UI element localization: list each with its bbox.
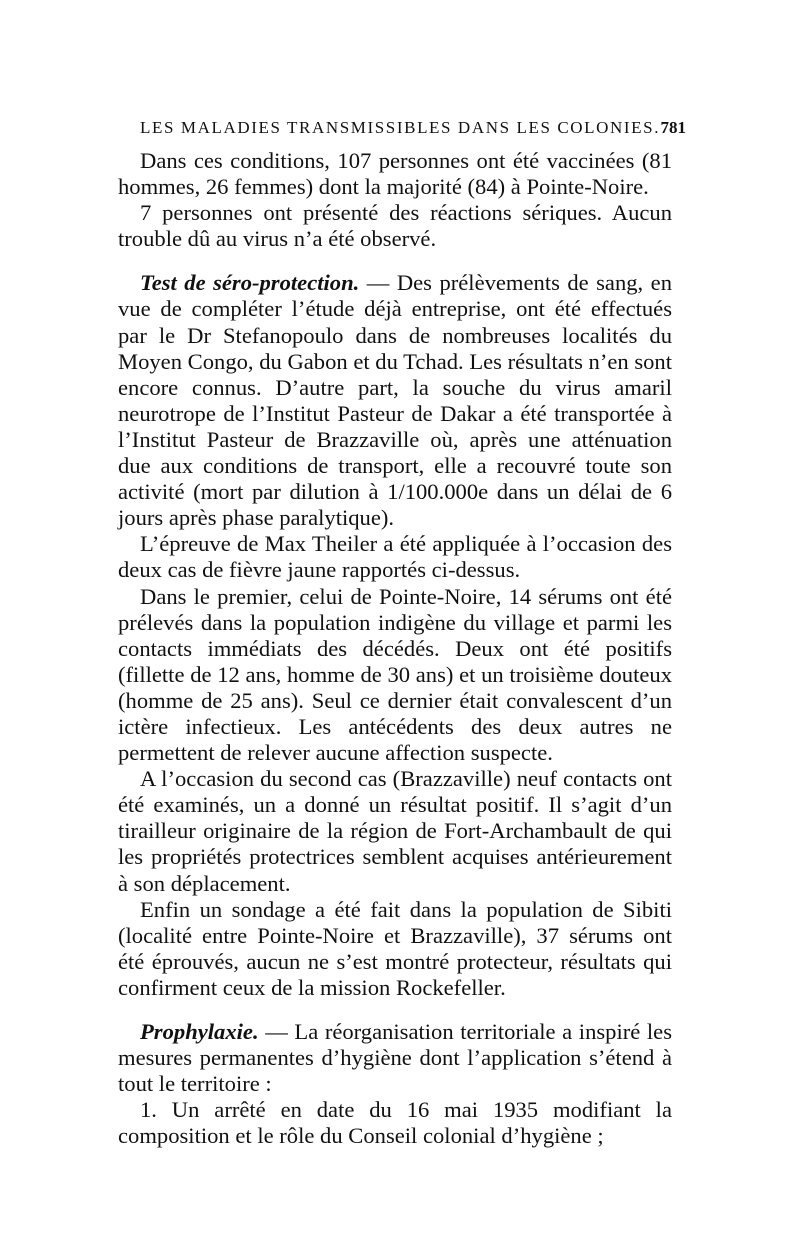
- paragraph-text: A l’occasion du second cas (Brazzaville) neuf contacts ont été examinés, un a donné un résultat positif. Il s’agit d’un tirailleur originaire de la région de Fort-Archambault de qui les propriétés protectrices semblent acquises antérieurement à son déplacement.: [118, 766, 672, 896]
- paragraph: [118, 531, 672, 583]
- body-text: [118, 148, 672, 1149]
- paragraph-text: 1. Un arrêté en date du 16 mai 1935 modifiant la composition et le rôle du Conseil colonial d’hygiène ;: [118, 1097, 672, 1149]
- paragraph: [118, 766, 672, 896]
- paragraph: [118, 1097, 672, 1149]
- paragraph-text: Enfin un sondage a été fait dans la population de Sibiti (localité entre Pointe-Noire et Brazzaville), 37 sérums ont été éprouvés, aucun ne s’est montré protecteur, résultats qui confirment ceux de la mission Rockefeller.: [118, 896, 672, 1000]
- running-header: [140, 118, 686, 138]
- paragraph: [118, 148, 672, 200]
- paragraph: [118, 584, 672, 767]
- paragraph-text: 7 personnes ont présenté des réactions sériques. Aucun trouble dû au virus n’a été observé.: [118, 200, 672, 252]
- paragraph-text: — La réorganisation territoriale a inspiré les mesures permanentes d’hygiène dont l’application s’étend à tout le territoire :: [118, 1019, 672, 1097]
- paragraph-text: L’épreuve de Max Theiler a été appliquée à l’occasion des deux cas de fièvre jaune rapportés ci-dessus.: [118, 531, 672, 583]
- paragraph: [118, 270, 672, 531]
- paragraph-text: Dans ces conditions, 107 personnes ont été vaccinées (81 hommes, 26 femmes) dont la majorité (84) à Pointe-Noire.: [118, 148, 672, 200]
- paragraph: [118, 1019, 672, 1097]
- paragraph-text: Dans le premier, celui de Pointe-Noire, 14 sérums ont été prélevés dans la population indigène du village et parmi les contacts immédiats des décédés. Deux ont été positifs (fillette de 12 ans, homme de 30 ans) et un troisième douteux (homme de 25 ans). Seul ce dernier était convalescent d’un ictère infectieux. Les antécédents des deux autres ne permettent de relever aucune affection suspecte.: [118, 583, 672, 766]
- paragraph: [118, 897, 672, 1001]
- paragraph-text: — Des prélèvements de sang, en vue de compléter l’étude déjà entreprise, ont été effectués par le Dr Stefanopoulo dans de nombreuses localités du Moyen Congo, du Gabon et du Tchad. Les résultats n’en sont encore connus. D’autre part, la souche du virus amaril neurotrope de l’Institut Pasteur de Dakar a été transportée à l’Institut Pasteur de Brazzaville où, après une atténuation due aux conditions de transport, elle a recouvré toute son activité (mort par dilution à 1/100.000e dans un délai de 6 jours après phase paralytique).: [118, 270, 672, 531]
- page-number: 781: [660, 118, 686, 137]
- running-title: LES MALADIES TRANSMISSIBLES DANS LES COLONIES.: [140, 118, 661, 137]
- paragraph: [118, 200, 672, 252]
- section-heading: Prophylaxie.: [140, 1019, 259, 1044]
- section-heading: Test de séro-protection.: [140, 270, 360, 296]
